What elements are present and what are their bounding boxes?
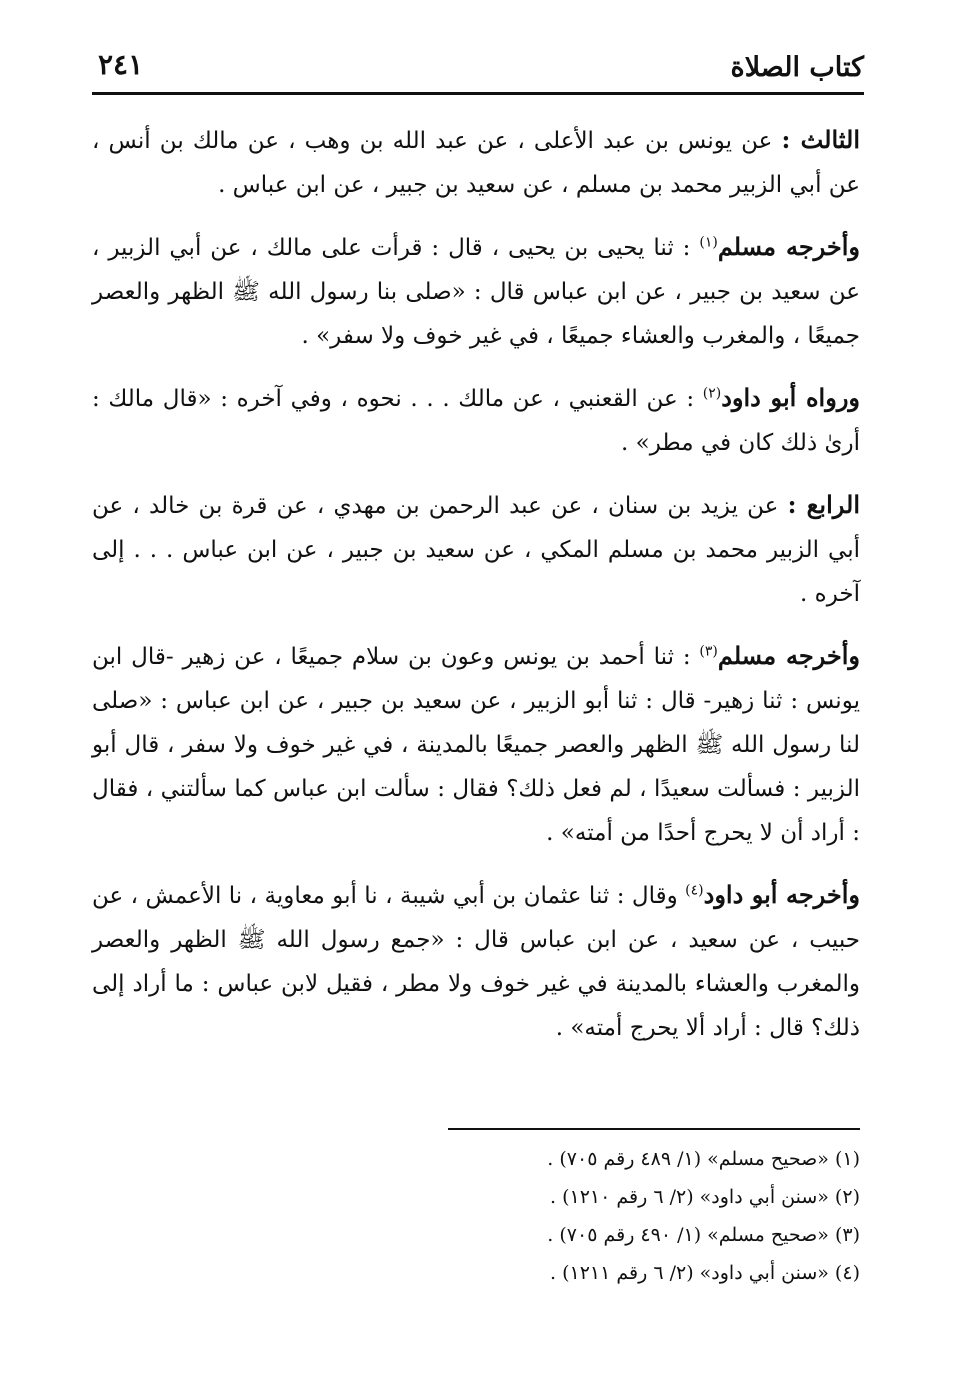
- paragraph-lead: وأخرجه مسلم: [717, 641, 861, 670]
- header-divider: [92, 92, 864, 95]
- paragraph: [92, 118, 860, 207]
- paragraph-text: وقال : ثنا عثمان بن أبي شيبة ، نا أبو معاوية ، نا الأعمش ، عن حبيب ، عن سعيد ، عن ابن عباس قال : «جمع رسول الله ﷺ الظهر والعصر والمغرب والعشاء بالمدينة في غير خوف ولا مطر ، فقيل لابن عباس : ما أراد إلى ذلك؟ قال : أراد ألا يحرج أمته» .: [92, 883, 860, 1041]
- paragraph: [92, 376, 860, 465]
- paragraph-text: : عن القعنبي ، عن مالك . . . نحوه ، وفي آخره : «قال مالك : أرىٰ ذلك كان في مطر» .: [92, 386, 860, 456]
- paragraph-text: عن يزيد بن سنان ، عن عبد الرحمن بن مهدي ، عن قرة بن خالد ، عن أبي الزبير محمد بن مسلم المكي ، عن سعيد بن جبير ، عن ابن عباس . . . إلى آخره .: [92, 493, 860, 607]
- footnote-divider: [448, 1128, 860, 1130]
- paragraph-lead: وأخرجه مسلم: [717, 232, 860, 261]
- footnote-reference[interactable]: (١): [699, 234, 718, 251]
- paragraph: [92, 225, 860, 358]
- book-title: كتاب الصلاة: [730, 52, 864, 83]
- footnote-item: (٤) «سنن أبي داود» (٢/ ٦ رقم ١٢١١) .: [550, 1262, 860, 1284]
- footnote-reference[interactable]: (٣): [699, 643, 718, 660]
- paragraph-lead: الرابع :: [787, 490, 861, 519]
- footnote-item: (١) «صحيح مسلم» (١/ ٤٨٩ رقم ٧٠٥) .: [547, 1148, 860, 1170]
- footnote-item: (٣) «صحيح مسلم» (١/ ٤٩٠ رقم ٧٠٥) .: [547, 1224, 860, 1246]
- footnote-item: (٢) «سنن أبي داود» (٢/ ٦ رقم ١٢١٠) .: [550, 1186, 860, 1208]
- paragraph-text: : ثنا يحيى بن يحيى ، قال : قرأت على مالك ، عن أبي الزبير ، عن سعيد بن جبير ، عن ابن عباس قال : «صلى بنا رسول الله ﷺ الظهر والعصر جميعًا ، والمغرب والعشاء جميعًا ، في غير خوف ولا سفر» .: [92, 235, 860, 349]
- paragraph-lead: الثالث :: [781, 125, 860, 154]
- paragraph-text: عن يونس بن عبد الأعلى ، عن عبد الله بن وهب ، عن مالك بن أنس ، عن أبي الزبير محمد بن مسلم ، عن سعيد بن جبير ، عن ابن عباس .: [92, 128, 860, 198]
- paragraph: [92, 873, 860, 1050]
- paragraph-lead: وأخرجه أبو داود: [703, 880, 860, 909]
- paragraph: [92, 483, 860, 616]
- page-number: ٢٤١: [98, 48, 144, 81]
- paragraph-lead: ورواه أبو داود: [721, 383, 860, 412]
- footnote-reference[interactable]: (٢): [702, 385, 722, 402]
- paragraph: [92, 634, 860, 855]
- footnote-reference[interactable]: (٤): [685, 882, 704, 899]
- page-header: [92, 44, 864, 90]
- paragraph-text: : ثنا أحمد بن يونس وعون بن سلام جميعًا ، عن زهير -قال ابن يونس : ثنا زهير- قال : ثنا أبو الزبير ، عن سعيد بن جبير ، عن ابن عباس : «صلى لنا رسول الله ﷺ الظهر والعصر جميعًا بالمدينة ، في غير خوف ولا سفر ، قال أبو الزبير : فسألت سعيدًا ، لم فعل ذلك؟ فقال : سألت ابن عباس كما سألتني ، فقال : أراد أن لا يحرج أحدًا من أمته» .: [92, 644, 860, 846]
- footnotes: [100, 1140, 860, 1292]
- main-text: [92, 118, 860, 1068]
